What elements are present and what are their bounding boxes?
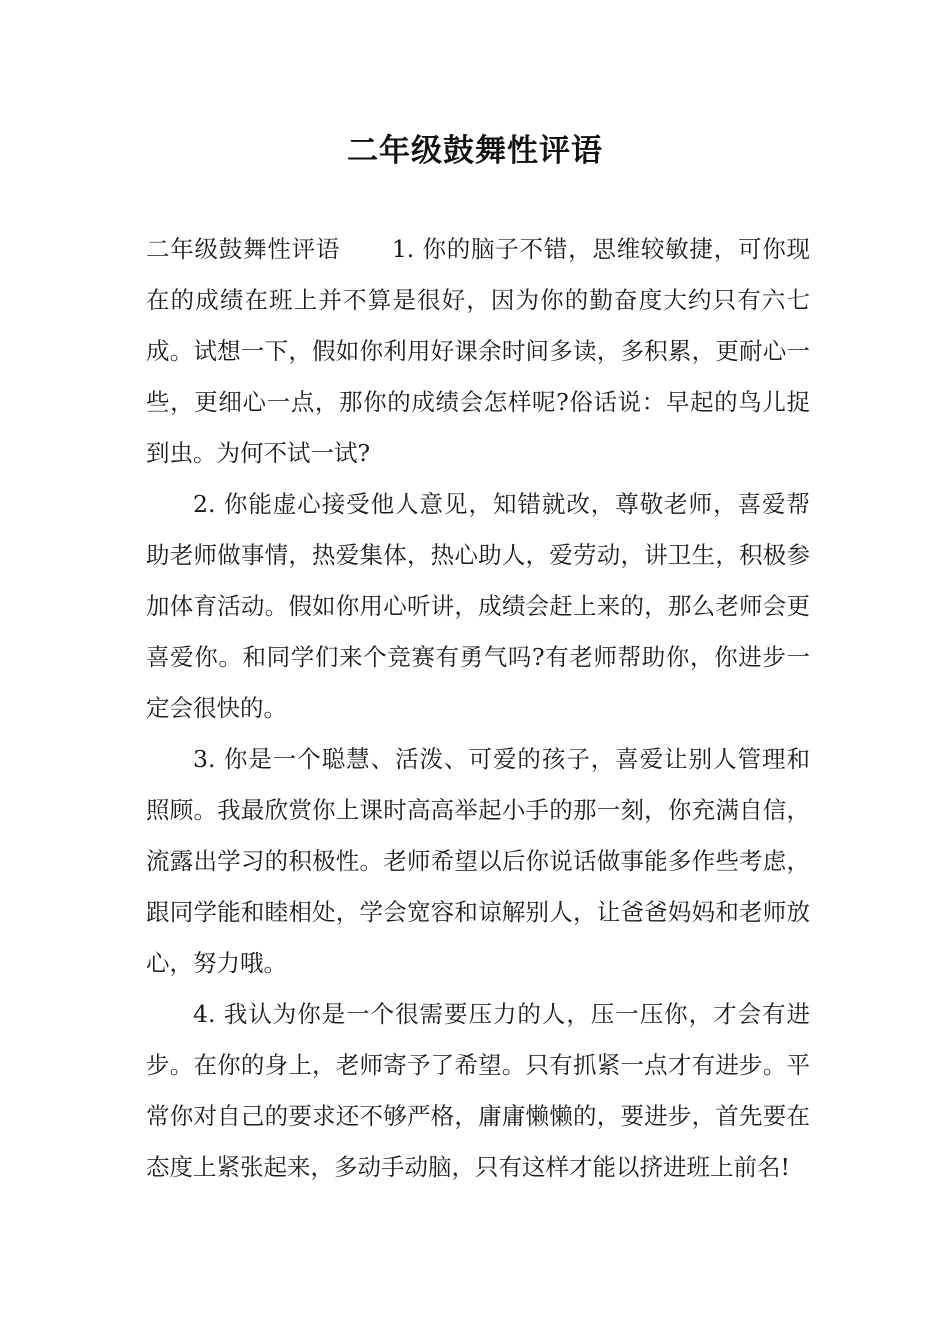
paragraph-3: 3. 你是一个聪慧、活泼、可爱的孩子，喜爱让别人管理和照顾。我最欣赏你上课时高高举起小手的那一刻，你充满自信，流露出学习的积极性。老师希望以后你说话做事能多作些考虑，跟同学能和睦相处，学会宽容和谅解别人，让爸爸妈妈和老师放心，努力哦。 (146, 745, 810, 977)
paragraph-1 (146, 224, 810, 479)
paragraph-4: 4. 我认为你是一个很需要压力的人，压一压你，才会有进步。在你的身上，老师寄予了希望。只有抓紧一点才有进步。平常你对自己的要求还不够严格，庸庸懒懒的，要进步，首先要在态度上紧张起来，多动手动脑，只有这样才能以挤进班上前名! (146, 1000, 810, 1181)
inline-heading: 二年级鼓舞性评语 (146, 235, 341, 263)
document-body (146, 224, 810, 1193)
paragraph-2: 2. 你能虚心接受他人意见，知错就改，尊敬老师，喜爱帮助老师做事情，热爱集体，热心助人，爱劳动，讲卫生，积极参加体育活动。假如你用心听讲，成绩会赶上来的，那么老师会更喜爱你。和同学们来个竞赛有勇气吗?有老师帮助你，你进步一定会很快的。 (146, 490, 810, 722)
document-title: 二年级鼓舞性评语 (347, 133, 603, 169)
paragraph-text: 1. 你的脑子不错，思维较敏捷，可你现在的成绩在班上并不算是很好，因为你的勤奋度大约只有六七成。试想一下，假如你利用好课余时间多读，多积累，更耐心一些，更细心一点，那你的成绩会怎样呢?俗话说：早起的鸟儿捉到虫。为何不试一试? (146, 235, 810, 467)
